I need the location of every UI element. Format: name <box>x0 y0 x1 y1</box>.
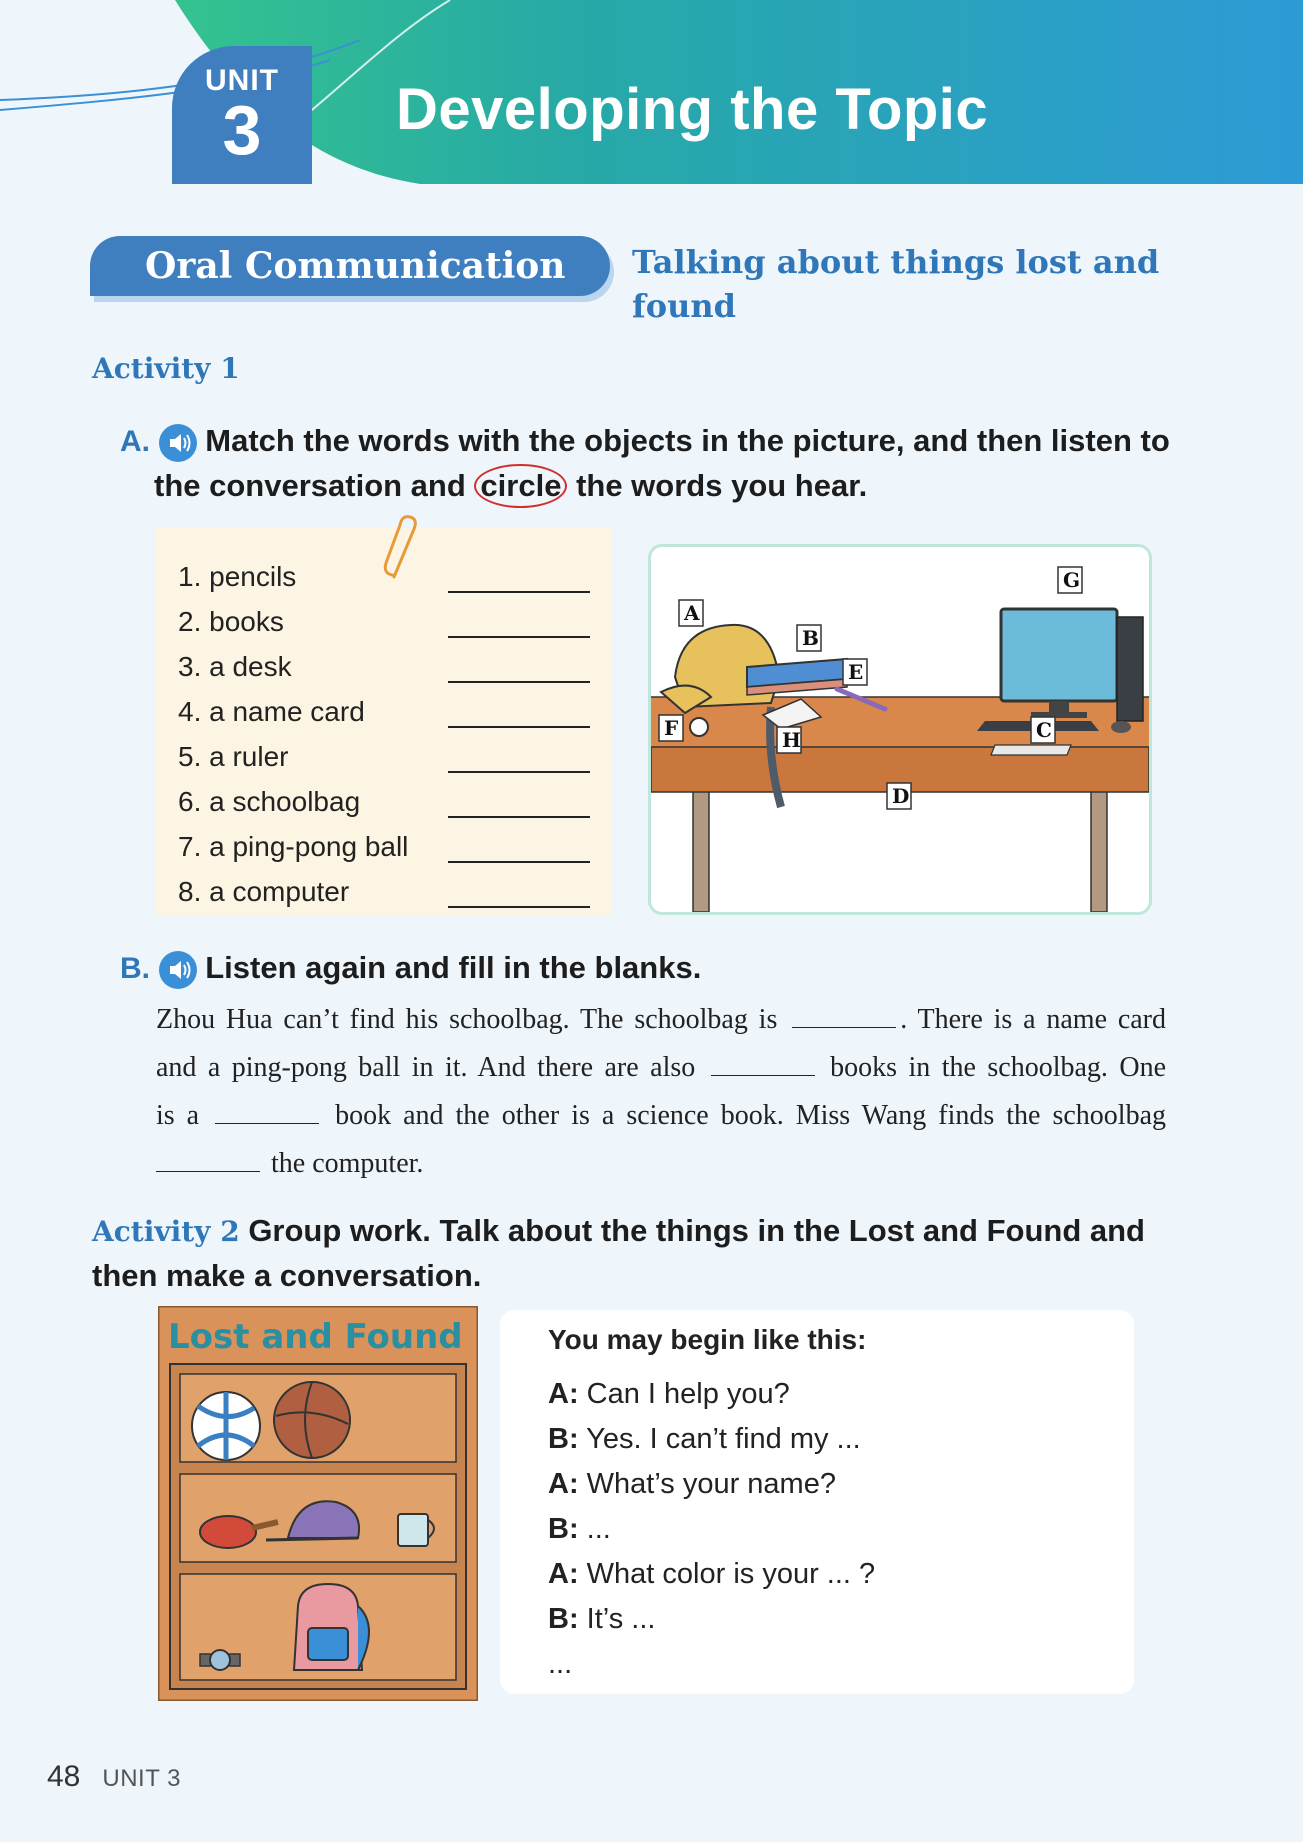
passage-text: Zhou Hua can’t find his schoolbag. The schoolbag is <box>156 1004 778 1035</box>
answer-blank[interactable] <box>448 835 590 863</box>
conversation-line <box>548 1417 1134 1462</box>
part-b-text: Listen again and fill in the blanks. <box>205 950 702 985</box>
picture-label-c: C <box>1036 718 1052 742</box>
answer-blank[interactable] <box>448 700 590 728</box>
word-row <box>178 773 612 818</box>
word-item: 2. books <box>178 606 284 637</box>
passage-text: and a ping-pong ball in it. And there are also <box>156 1052 696 1083</box>
fill-blank[interactable] <box>215 1100 319 1124</box>
conversation-end: ... <box>548 1648 573 1680</box>
picture-label-a: A <box>684 601 700 625</box>
word-row <box>178 863 612 908</box>
part-a-instruction-line2 <box>154 463 867 508</box>
conversation-line <box>548 1507 1134 1552</box>
lost-and-found-shelf <box>158 1306 478 1701</box>
activity-2-label: Activity 2 <box>92 1215 240 1248</box>
audio-speaker-icon[interactable] <box>159 951 197 989</box>
picture-label-e: E <box>848 660 864 684</box>
unit-label: UNIT <box>205 64 279 97</box>
picture-label-h: H <box>782 728 801 752</box>
part-b-instruction <box>120 945 701 991</box>
page-footer <box>47 1760 181 1794</box>
picture-label-d: D <box>892 784 910 808</box>
speaker-label: B: <box>548 1513 579 1545</box>
word-item: 5. a ruler <box>178 741 289 772</box>
passage-text: . There is a name card <box>900 1004 1167 1035</box>
line-text: Yes. I can’t find my ... <box>586 1423 861 1455</box>
passage-text: is a <box>156 1100 200 1131</box>
line-text: ... <box>586 1513 611 1545</box>
part-a-text-line2a: the conversation and <box>154 468 466 503</box>
desk-illustration <box>648 544 1152 915</box>
word-item: 6. a schoolbag <box>178 786 361 817</box>
passage-text: books in the schoolbag. One <box>830 1052 1167 1083</box>
conversation-line <box>548 1597 1134 1642</box>
unit-tab <box>172 46 312 184</box>
line-text: What color is your ... ? <box>586 1558 876 1590</box>
word-item: 4. a name card <box>178 696 365 727</box>
activity-2-instruction <box>92 1208 1192 1254</box>
unit-number: 3 <box>222 91 262 169</box>
section-pill: Oral Communication <box>90 236 610 296</box>
line-text: Can I help you? <box>586 1378 790 1410</box>
speaker-label: B: <box>548 1423 579 1455</box>
word-row <box>178 593 612 638</box>
passage-line <box>156 1044 1166 1092</box>
fill-blank[interactable] <box>711 1052 815 1076</box>
part-a-instruction <box>120 418 1190 464</box>
fill-blank[interactable] <box>156 1148 260 1172</box>
word-item: 8. a computer <box>178 876 350 907</box>
conversation-card <box>500 1310 1134 1694</box>
answer-blank[interactable] <box>448 655 590 683</box>
answer-blank[interactable] <box>448 880 590 908</box>
passage-line <box>156 1140 1166 1188</box>
passage-line <box>156 1092 1166 1140</box>
picture-label-b: B <box>802 626 819 650</box>
answer-blank[interactable] <box>448 790 590 818</box>
conversation-line <box>548 1462 1134 1507</box>
answer-blank[interactable] <box>448 610 590 638</box>
page-number: 48 <box>47 1760 81 1793</box>
line-text: What’s your name? <box>586 1468 836 1500</box>
word-row <box>178 818 612 863</box>
word-row <box>178 728 612 773</box>
word-row <box>178 638 612 683</box>
fill-blank[interactable] <box>792 1004 896 1028</box>
word-list <box>156 528 612 916</box>
footer-unit: UNIT 3 <box>102 1765 181 1792</box>
line-text: It’s ... <box>586 1603 656 1635</box>
activity-2-text-line1: Group work. Talk about the things in the Lost and Found and <box>248 1213 1145 1248</box>
word-item: 7. a ping-pong ball <box>178 831 409 862</box>
word-item: 1. pencils <box>178 561 297 592</box>
picture-label-g: G <box>1063 568 1081 592</box>
activity-1-label: Activity 1 <box>92 352 240 385</box>
speaker-label: A: <box>548 1558 579 1590</box>
part-b-letter: B. <box>120 952 150 985</box>
word-item: 3. a desk <box>178 651 292 682</box>
passage-line <box>156 996 1166 1044</box>
conversation-intro: You may begin like this: <box>548 1324 867 1355</box>
section-subtitle: Talking about things lost and found <box>632 243 1160 325</box>
fill-in-passage <box>156 996 1166 1188</box>
speaker-label: A: <box>548 1468 579 1500</box>
circled-word: circle <box>474 464 567 508</box>
speaker-label: A: <box>548 1378 579 1410</box>
conversation-line <box>548 1552 1134 1597</box>
conversation-line <box>548 1372 1134 1417</box>
paperclip-icon <box>380 515 430 585</box>
answer-blank[interactable] <box>448 565 590 593</box>
page-title: Developing the Topic <box>396 77 989 142</box>
answer-blank[interactable] <box>448 745 590 773</box>
audio-speaker-icon[interactable] <box>159 424 197 462</box>
word-row <box>178 683 612 728</box>
shelf-title: Lost and Found <box>168 1317 463 1357</box>
part-a-text-line2b: the words you hear. <box>576 468 868 503</box>
part-a-letter: A. <box>120 425 150 458</box>
part-a-text-line1: Match the words with the objects in the picture, and then listen to <box>205 423 1170 458</box>
passage-text: the computer. <box>271 1148 424 1179</box>
picture-label-f: F <box>664 716 679 740</box>
activity-2-text-line2: then make a conversation. <box>92 1258 482 1293</box>
passage-text: book and the other is a science book. Miss Wang finds the schoolbag <box>335 1100 1167 1131</box>
speaker-label: B: <box>548 1603 579 1635</box>
